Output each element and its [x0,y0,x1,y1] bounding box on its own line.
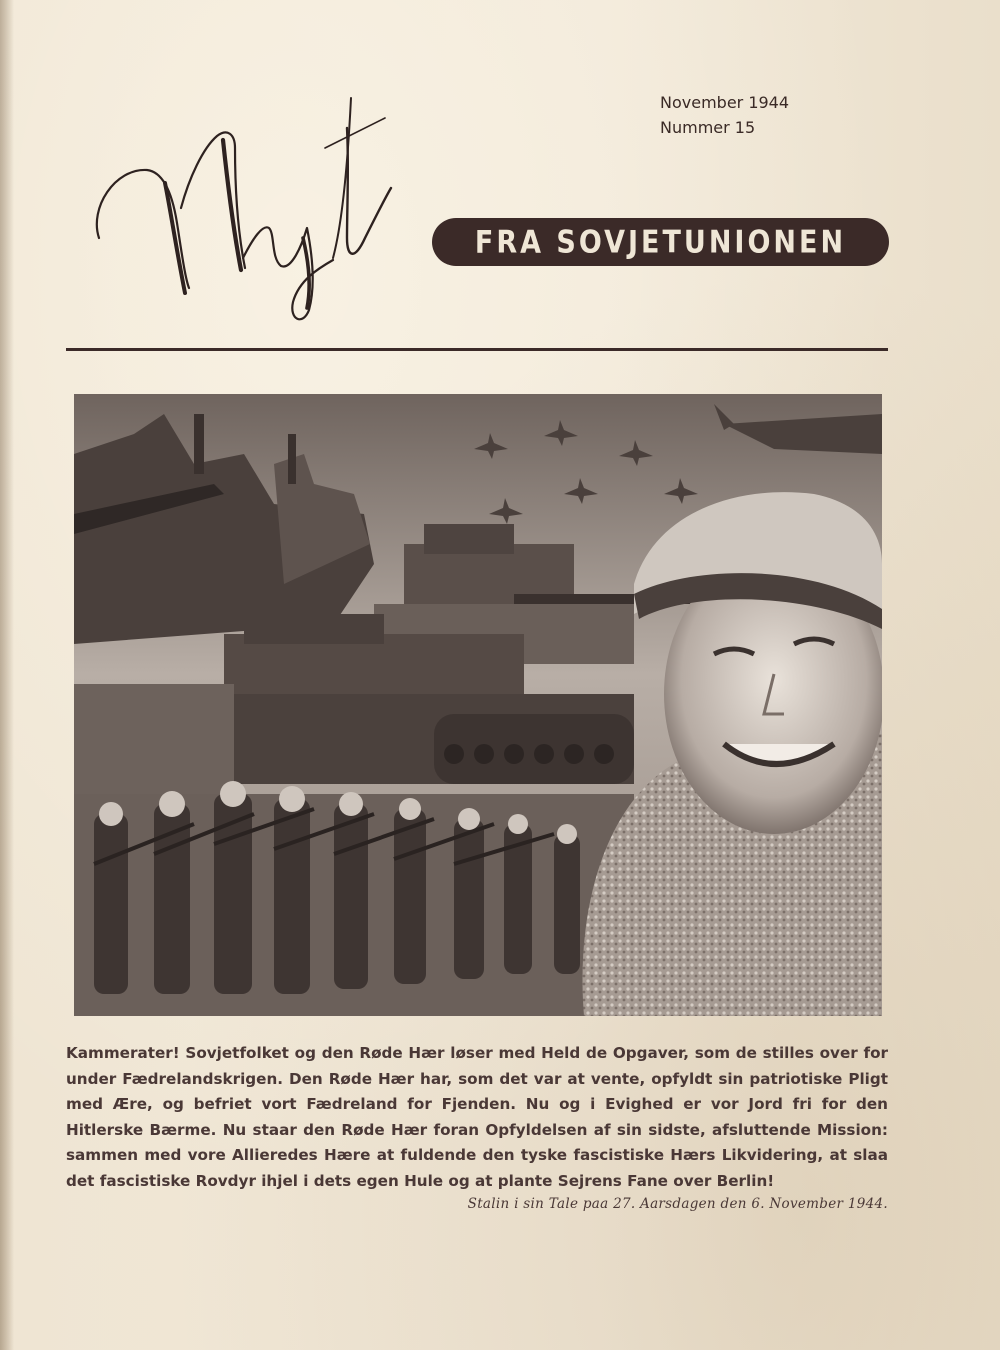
nyt-script-logo [85,88,395,328]
header-divider [66,348,888,351]
issue-number: Nummer 15 [660,118,756,137]
issue-date: November 1944 [660,93,790,112]
issue-info [660,90,789,140]
banner-title: FRA SOVJETUNIONEN [474,224,847,260]
propaganda-photomontage [74,394,882,1016]
title-banner [432,218,889,266]
page-fold-shadow [0,0,14,1350]
marching-soldiers [74,781,634,1016]
stalin-quote: Kammerater! Sovjetfolket og den Røde Hær løser med Held de Opgaver, som de stilles over for under Fædrelandskrigen. Den Røde Hær har, som det var at vente, opfyldt sin patriotiske Pligt med Ære, og befriet vort Fædreland for Fjenden. Nu og i Evighed er vor Jord fri for den Hitlerske Bærme. Nu staar den Røde Hær foran Opfyldelsen af sin sidste, afsluttende Mission: sammen med vore Allieredes Hære at fuldende den tyske fascistiske Hærs Likvidering, at slaa det fascistiske Rovdyr ihjel i dets egen Hule og at plante Sejrens Fane over Berlin! [66,1044,888,1190]
quote-attribution: Stalin i sin Tale paa 27. Aarsdagen den 6. November 1944. [467,1196,888,1212]
